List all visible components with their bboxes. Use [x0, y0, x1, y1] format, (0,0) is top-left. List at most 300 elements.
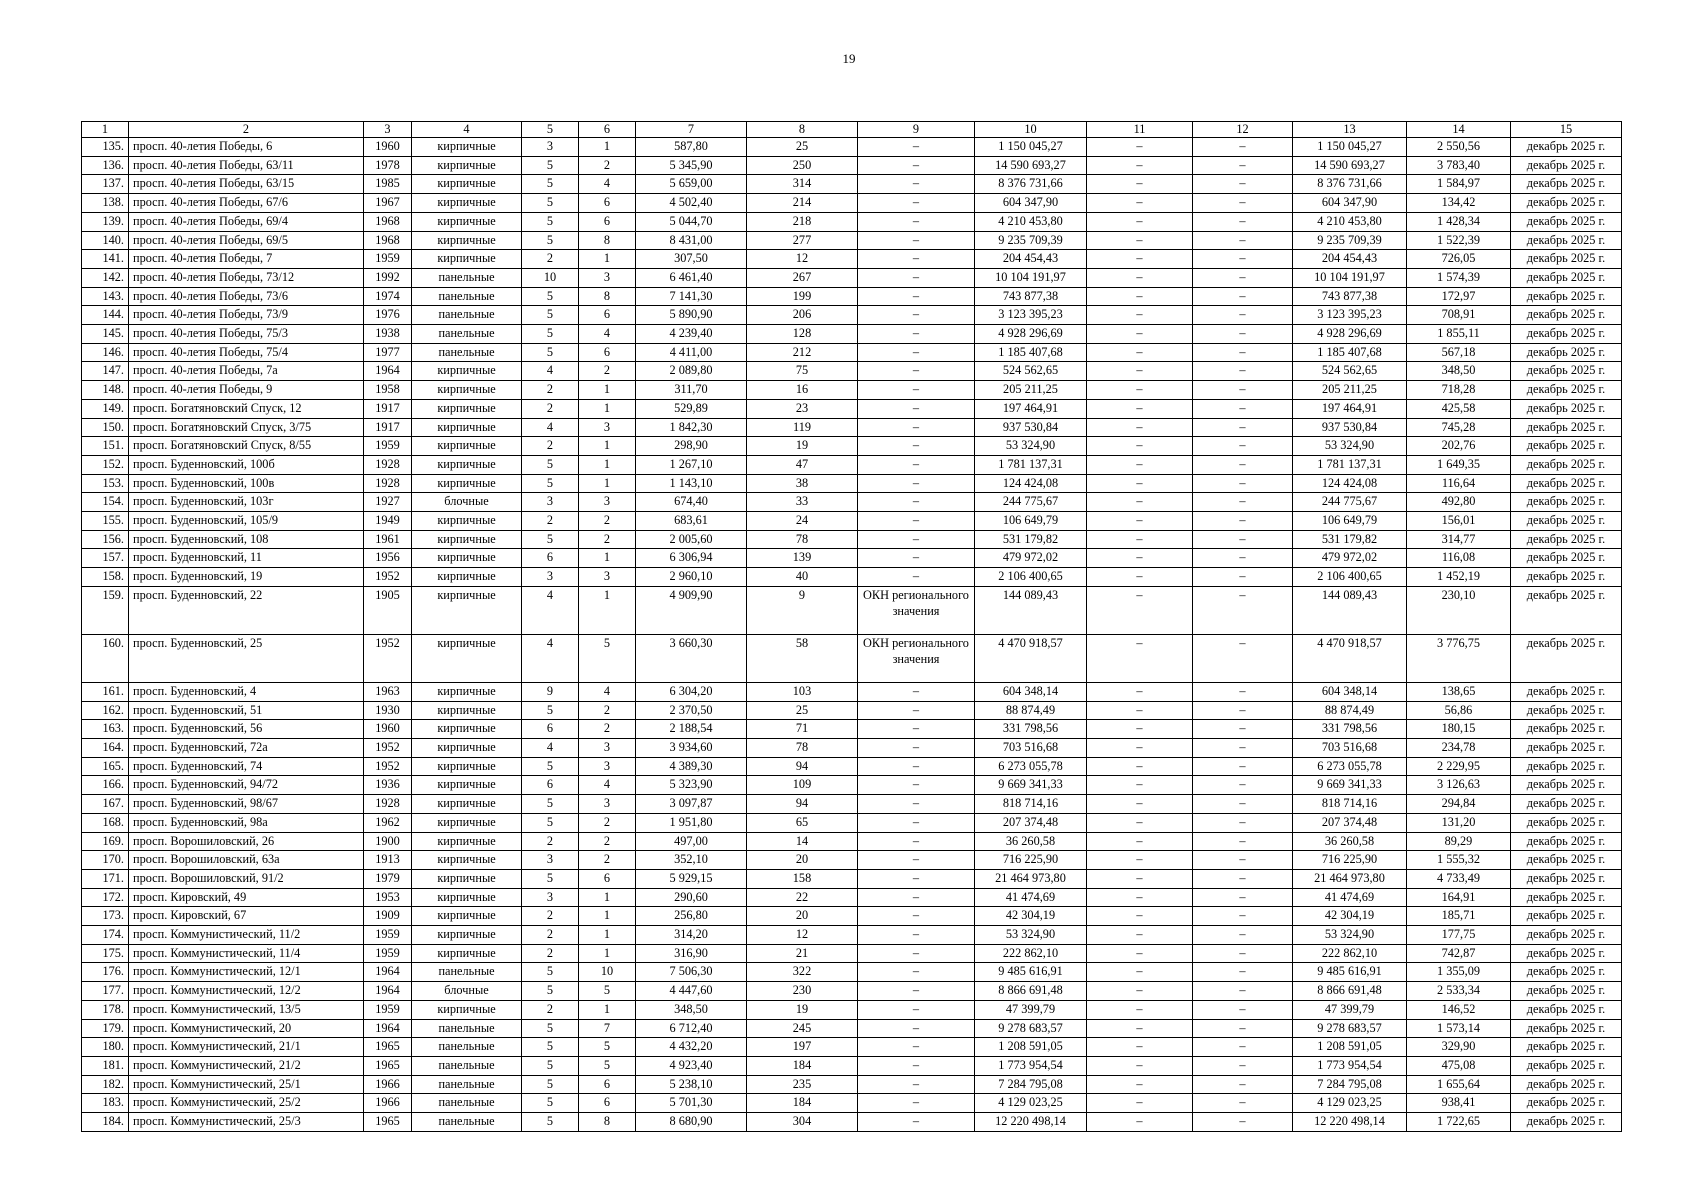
table-cell-col15: декабрь 2025 г.	[1511, 568, 1622, 587]
table-cell-col13: 47 399,79	[1293, 1000, 1407, 1019]
table-cell-col2: просп. 40-летия Победы, 75/3	[129, 325, 364, 344]
table-cell-col9: –	[858, 813, 975, 832]
table-cell-col8: 25	[747, 138, 858, 157]
table-cell-col9: –	[858, 287, 975, 306]
table-cell-col8: 9	[747, 586, 858, 634]
table-cell-col2: просп. 40-летия Победы, 69/5	[129, 231, 364, 250]
table-cell-col13: 204 454,43	[1293, 250, 1407, 269]
table-cell-col15: декабрь 2025 г.	[1511, 982, 1622, 1001]
table-cell-col5: 5	[522, 306, 579, 325]
table-cell-col7: 7 141,30	[636, 287, 747, 306]
table-cell-col7: 6 461,40	[636, 268, 747, 287]
table-cell-col14: 745,28	[1407, 418, 1511, 437]
table-cell-col13: 4 928 296,69	[1293, 325, 1407, 344]
table-cell-col13: 53 324,90	[1293, 437, 1407, 456]
table-cell-col7: 4 389,30	[636, 757, 747, 776]
table-row	[82, 568, 1622, 587]
table-cell-col6: 2	[579, 701, 636, 720]
table-cell-col1: 183.	[82, 1094, 129, 1113]
table-cell-col1: 136.	[82, 156, 129, 175]
table-cell-col12: –	[1193, 813, 1293, 832]
table-cell-col2: просп. Богатяновский Спуск, 12	[129, 399, 364, 418]
table-cell-col13: 244 775,67	[1293, 493, 1407, 512]
table-cell-col3: 1952	[364, 757, 412, 776]
table-cell-col13: 14 590 693,27	[1293, 156, 1407, 175]
table-cell-col10: 53 324,90	[975, 437, 1087, 456]
table-cell-col13: 4 470 918,57	[1293, 634, 1407, 682]
table-cell-col13: 331 798,56	[1293, 720, 1407, 739]
table-cell-col4: кирпичные	[412, 869, 522, 888]
column-header-1: 1	[82, 122, 129, 138]
table-cell-col10: 9 669 341,33	[975, 776, 1087, 795]
table-row	[82, 963, 1622, 982]
table-cell-col1: 151.	[82, 437, 129, 456]
table-cell-col15: декабрь 2025 г.	[1511, 474, 1622, 493]
table-cell-col12: –	[1193, 325, 1293, 344]
table-cell-col15: декабрь 2025 г.	[1511, 325, 1622, 344]
table-cell-col3: 1959	[364, 250, 412, 269]
table-cell-col9: –	[858, 381, 975, 400]
table-cell-col8: 75	[747, 362, 858, 381]
table-cell-col11: –	[1087, 325, 1193, 344]
table-cell-col6: 1	[579, 437, 636, 456]
table-cell-col2: просп. Буденновский, 22	[129, 586, 364, 634]
table-cell-col4: кирпичные	[412, 175, 522, 194]
table-cell-col13: 106 649,79	[1293, 512, 1407, 531]
table-cell-col12: –	[1193, 493, 1293, 512]
table-cell-col10: 716 225,90	[975, 851, 1087, 870]
table-cell-col7: 587,80	[636, 138, 747, 157]
table-cell-col12: –	[1193, 795, 1293, 814]
column-header-15: 15	[1511, 122, 1622, 138]
table-cell-col11: –	[1087, 963, 1193, 982]
table-cell-col10: 937 530,84	[975, 418, 1087, 437]
table-cell-col11: –	[1087, 832, 1193, 851]
table-cell-col7: 3 097,87	[636, 795, 747, 814]
table-cell-col2: просп. Буденновский, 11	[129, 549, 364, 568]
table-cell-col2: просп. 40-летия Победы, 69/4	[129, 212, 364, 231]
table-cell-col14: 56,86	[1407, 701, 1511, 720]
table-cell-col9: –	[858, 944, 975, 963]
table-cell-col3: 1900	[364, 832, 412, 851]
table-cell-col5: 5	[522, 1038, 579, 1057]
table-cell-col13: 8 866 691,48	[1293, 982, 1407, 1001]
table-cell-col10: 197 464,91	[975, 399, 1087, 418]
table-cell-col12: –	[1193, 231, 1293, 250]
table-cell-col6: 7	[579, 1019, 636, 1038]
table-cell-col11: –	[1087, 907, 1193, 926]
column-header-10: 10	[975, 122, 1087, 138]
table-cell-col6: 6	[579, 306, 636, 325]
table-cell-col14: 116,64	[1407, 474, 1511, 493]
table-cell-col14: 172,97	[1407, 287, 1511, 306]
table-cell-col7: 256,80	[636, 907, 747, 926]
table-cell-col8: 230	[747, 982, 858, 1001]
table-row	[82, 287, 1622, 306]
table-cell-col14: 1 355,09	[1407, 963, 1511, 982]
table-cell-col12: –	[1193, 212, 1293, 231]
table-cell-col3: 1965	[364, 1056, 412, 1075]
table-cell-col1: 154.	[82, 493, 129, 512]
table-cell-col1: 182.	[82, 1075, 129, 1094]
table-cell-col9: –	[858, 888, 975, 907]
table-cell-col13: 9 485 616,91	[1293, 963, 1407, 982]
table-cell-col3: 1905	[364, 586, 412, 634]
table-cell-col4: кирпичные	[412, 888, 522, 907]
table-cell-col11: –	[1087, 634, 1193, 682]
table-cell-col9: –	[858, 399, 975, 418]
table-cell-col11: –	[1087, 362, 1193, 381]
table-cell-col2: просп. Буденновский, 51	[129, 701, 364, 720]
table-row	[82, 194, 1622, 213]
table-cell-col6: 1	[579, 888, 636, 907]
table-cell-col12: –	[1193, 175, 1293, 194]
table-row	[82, 399, 1622, 418]
table-cell-col2: просп. 40-летия Победы, 73/6	[129, 287, 364, 306]
table-cell-col13: 42 304,19	[1293, 907, 1407, 926]
table-cell-col7: 4 923,40	[636, 1056, 747, 1075]
table-cell-col9: –	[858, 325, 975, 344]
table-cell-col15: декабрь 2025 г.	[1511, 399, 1622, 418]
table-cell-col10: 6 273 055,78	[975, 757, 1087, 776]
table-cell-col5: 3	[522, 138, 579, 157]
table-cell-col5: 10	[522, 268, 579, 287]
table-cell-col9: –	[858, 795, 975, 814]
table-cell-col10: 124 424,08	[975, 474, 1087, 493]
table-row	[82, 738, 1622, 757]
table-cell-col15: декабрь 2025 г.	[1511, 720, 1622, 739]
table-cell-col4: кирпичные	[412, 381, 522, 400]
table-header	[82, 122, 1622, 138]
table-cell-col6: 2	[579, 512, 636, 531]
table-cell-col14: 202,76	[1407, 437, 1511, 456]
table-cell-col1: 150.	[82, 418, 129, 437]
table-cell-col8: 71	[747, 720, 858, 739]
table-cell-col14: 230,10	[1407, 586, 1511, 634]
table-cell-col10: 818 714,16	[975, 795, 1087, 814]
table-cell-col4: панельные	[412, 343, 522, 362]
table-cell-col14: 234,78	[1407, 738, 1511, 757]
table-cell-col8: 40	[747, 568, 858, 587]
table-cell-col7: 6 304,20	[636, 682, 747, 701]
table-cell-col11: –	[1087, 720, 1193, 739]
table-row	[82, 586, 1622, 634]
table-cell-col4: кирпичные	[412, 757, 522, 776]
table-row	[82, 1113, 1622, 1132]
table-cell-col13: 3 123 395,23	[1293, 306, 1407, 325]
table-cell-col2: просп. Буденновский, 56	[129, 720, 364, 739]
table-cell-col4: кирпичные	[412, 212, 522, 231]
table-row	[82, 306, 1622, 325]
table-cell-col14: 938,41	[1407, 1094, 1511, 1113]
table-cell-col3: 1964	[364, 982, 412, 1001]
table-cell-col10: 204 454,43	[975, 250, 1087, 269]
column-header-11: 11	[1087, 122, 1193, 138]
table-cell-col6: 10	[579, 963, 636, 982]
table-cell-col11: –	[1087, 399, 1193, 418]
table-cell-col5: 5	[522, 757, 579, 776]
table-row	[82, 1075, 1622, 1094]
table-cell-col3: 1961	[364, 530, 412, 549]
table-cell-col13: 818 714,16	[1293, 795, 1407, 814]
table-cell-col8: 94	[747, 757, 858, 776]
table-cell-col5: 5	[522, 530, 579, 549]
table-cell-col8: 218	[747, 212, 858, 231]
table-cell-col8: 206	[747, 306, 858, 325]
table-cell-col12: –	[1193, 474, 1293, 493]
table-row	[82, 437, 1622, 456]
table-cell-col5: 5	[522, 175, 579, 194]
table-cell-col7: 1 842,30	[636, 418, 747, 437]
table-cell-col9: –	[858, 1094, 975, 1113]
table-cell-col4: кирпичные	[412, 634, 522, 682]
table-cell-col4: кирпичные	[412, 813, 522, 832]
table-cell-col5: 5	[522, 325, 579, 344]
table-cell-col11: –	[1087, 175, 1193, 194]
table-row	[82, 926, 1622, 945]
table-cell-col12: –	[1193, 418, 1293, 437]
table-cell-col11: –	[1087, 493, 1193, 512]
table-cell-col13: 524 562,65	[1293, 362, 1407, 381]
table-cell-col15: декабрь 2025 г.	[1511, 530, 1622, 549]
table-cell-col7: 290,60	[636, 888, 747, 907]
table-cell-col2: просп. Буденновский, 4	[129, 682, 364, 701]
table-cell-col7: 5 044,70	[636, 212, 747, 231]
table-cell-col8: 304	[747, 1113, 858, 1132]
table-cell-col8: 250	[747, 156, 858, 175]
table-cell-col1: 166.	[82, 776, 129, 795]
table-cell-col5: 5	[522, 813, 579, 832]
table-cell-col5: 6	[522, 720, 579, 739]
column-header-5: 5	[522, 122, 579, 138]
table-row	[82, 325, 1622, 344]
table-cell-col1: 149.	[82, 399, 129, 418]
table-cell-col7: 2 370,50	[636, 701, 747, 720]
table-cell-col8: 21	[747, 944, 858, 963]
table-cell-col9: –	[858, 493, 975, 512]
table-cell-col2: просп. 40-летия Победы, 6	[129, 138, 364, 157]
table-cell-col8: 214	[747, 194, 858, 213]
table-cell-col10: 604 347,90	[975, 194, 1087, 213]
table-cell-col3: 1928	[364, 795, 412, 814]
table-cell-col12: –	[1193, 832, 1293, 851]
table-cell-col2: просп. Буденновский, 105/9	[129, 512, 364, 531]
table-cell-col1: 167.	[82, 795, 129, 814]
table-cell-col15: декабрь 2025 г.	[1511, 586, 1622, 634]
table-cell-col10: 21 464 973,80	[975, 869, 1087, 888]
table-cell-col1: 159.	[82, 586, 129, 634]
table-cell-col13: 222 862,10	[1293, 944, 1407, 963]
table-cell-col8: 119	[747, 418, 858, 437]
table-cell-col15: декабрь 2025 г.	[1511, 156, 1622, 175]
table-cell-col3: 1992	[364, 268, 412, 287]
table-cell-col6: 8	[579, 231, 636, 250]
table-cell-col8: 103	[747, 682, 858, 701]
table-cell-col5: 4	[522, 586, 579, 634]
table-row	[82, 138, 1622, 157]
table-cell-col4: панельные	[412, 1019, 522, 1038]
table-cell-col6: 3	[579, 493, 636, 512]
table-cell-col3: 1960	[364, 138, 412, 157]
table-cell-col10: 1 773 954,54	[975, 1056, 1087, 1075]
table-cell-col15: декабрь 2025 г.	[1511, 926, 1622, 945]
table-cell-col1: 176.	[82, 963, 129, 982]
table-cell-col10: 53 324,90	[975, 926, 1087, 945]
table-cell-col14: 1 555,32	[1407, 851, 1511, 870]
table-cell-col9: –	[858, 701, 975, 720]
table-cell-col12: –	[1193, 568, 1293, 587]
table-cell-col4: кирпичные	[412, 362, 522, 381]
table-cell-col3: 1927	[364, 493, 412, 512]
table-cell-col4: панельные	[412, 1038, 522, 1057]
table-cell-col2: просп. Коммунистический, 25/3	[129, 1113, 364, 1132]
table-cell-col9: –	[858, 418, 975, 437]
table-cell-col10: 144 089,43	[975, 586, 1087, 634]
column-header-9: 9	[858, 122, 975, 138]
table-cell-col6: 2	[579, 156, 636, 175]
column-header-13: 13	[1293, 122, 1407, 138]
table-cell-col7: 5 238,10	[636, 1075, 747, 1094]
table-cell-col3: 1965	[364, 1113, 412, 1132]
table-cell-col15: декабрь 2025 г.	[1511, 287, 1622, 306]
table-cell-col6: 6	[579, 1094, 636, 1113]
table-cell-col5: 3	[522, 851, 579, 870]
table-cell-col2: просп. Буденновский, 98/67	[129, 795, 364, 814]
table-cell-col12: –	[1193, 926, 1293, 945]
table-cell-col9: –	[858, 306, 975, 325]
table-cell-col12: –	[1193, 888, 1293, 907]
table-cell-col15: декабрь 2025 г.	[1511, 795, 1622, 814]
table-cell-col3: 1949	[364, 512, 412, 531]
table-cell-col2: просп. Ворошиловский, 91/2	[129, 869, 364, 888]
table-cell-col12: –	[1193, 268, 1293, 287]
table-cell-col3: 1964	[364, 1019, 412, 1038]
table-cell-col6: 3	[579, 738, 636, 757]
table-cell-col14: 134,42	[1407, 194, 1511, 213]
table-cell-col14: 314,77	[1407, 530, 1511, 549]
table-cell-col11: –	[1087, 512, 1193, 531]
table-cell-col9: –	[858, 156, 975, 175]
table-cell-col1: 177.	[82, 982, 129, 1001]
table-cell-col3: 1959	[364, 1000, 412, 1019]
table-cell-col4: кирпичные	[412, 437, 522, 456]
table-cell-col11: –	[1087, 194, 1193, 213]
table-cell-col8: 25	[747, 701, 858, 720]
table-cell-col12: –	[1193, 869, 1293, 888]
table-cell-col3: 1985	[364, 175, 412, 194]
table-cell-col15: декабрь 2025 г.	[1511, 418, 1622, 437]
table-row	[82, 212, 1622, 231]
table-cell-col15: декабрь 2025 г.	[1511, 944, 1622, 963]
table-cell-col9: –	[858, 474, 975, 493]
table-cell-col15: декабрь 2025 г.	[1511, 437, 1622, 456]
table-cell-col8: 277	[747, 231, 858, 250]
table-cell-col5: 6	[522, 549, 579, 568]
table-cell-col10: 41 474,69	[975, 888, 1087, 907]
table-cell-col9: –	[858, 268, 975, 287]
table-row	[82, 493, 1622, 512]
table-cell-col13: 1 781 137,31	[1293, 455, 1407, 474]
table-cell-col3: 1956	[364, 549, 412, 568]
table-cell-col15: декабрь 2025 г.	[1511, 1056, 1622, 1075]
table-cell-col12: –	[1193, 1075, 1293, 1094]
table-cell-col1: 171.	[82, 869, 129, 888]
table-cell-col13: 53 324,90	[1293, 926, 1407, 945]
table-cell-col12: –	[1193, 399, 1293, 418]
table-cell-col5: 4	[522, 362, 579, 381]
table-cell-col14: 425,58	[1407, 399, 1511, 418]
table-cell-col1: 179.	[82, 1019, 129, 1038]
table-cell-col6: 1	[579, 474, 636, 493]
table-cell-col4: кирпичные	[412, 568, 522, 587]
table-cell-col1: 164.	[82, 738, 129, 757]
table-cell-col15: декабрь 2025 г.	[1511, 757, 1622, 776]
table-cell-col4: кирпичные	[412, 907, 522, 926]
table-cell-col10: 9 485 616,91	[975, 963, 1087, 982]
table-cell-col8: 38	[747, 474, 858, 493]
table-cell-col15: декабрь 2025 г.	[1511, 907, 1622, 926]
table-cell-col7: 683,61	[636, 512, 747, 531]
table-cell-col12: –	[1193, 944, 1293, 963]
table-cell-col4: кирпичные	[412, 851, 522, 870]
table-cell-col11: –	[1087, 231, 1193, 250]
table-cell-col7: 3 934,60	[636, 738, 747, 757]
table-row	[82, 832, 1622, 851]
table-cell-col3: 1976	[364, 306, 412, 325]
table-cell-col13: 124 424,08	[1293, 474, 1407, 493]
table-cell-col10: 36 260,58	[975, 832, 1087, 851]
table-cell-col3: 1977	[364, 343, 412, 362]
table-cell-col14: 2 533,34	[1407, 982, 1511, 1001]
table-cell-col9: –	[858, 757, 975, 776]
table-cell-col12: –	[1193, 138, 1293, 157]
table-row	[82, 343, 1622, 362]
table-cell-col1: 169.	[82, 832, 129, 851]
table-cell-col14: 1 584,97	[1407, 175, 1511, 194]
table-cell-col6: 2	[579, 832, 636, 851]
table-row	[82, 512, 1622, 531]
table-cell-col2: просп. 40-летия Победы, 7а	[129, 362, 364, 381]
table-row	[82, 757, 1622, 776]
table-cell-col13: 36 260,58	[1293, 832, 1407, 851]
table-cell-col3: 1959	[364, 437, 412, 456]
table-cell-col7: 311,70	[636, 381, 747, 400]
table-cell-col15: декабрь 2025 г.	[1511, 1075, 1622, 1094]
table-cell-col8: 78	[747, 530, 858, 549]
table-cell-col4: кирпичные	[412, 231, 522, 250]
table-cell-col1: 155.	[82, 512, 129, 531]
table-cell-col8: 20	[747, 851, 858, 870]
table-cell-col3: 1968	[364, 212, 412, 231]
table-cell-col14: 3 126,63	[1407, 776, 1511, 795]
table-cell-col2: просп. Буденновский, 100б	[129, 455, 364, 474]
table-cell-col15: декабрь 2025 г.	[1511, 1094, 1622, 1113]
table-cell-col11: –	[1087, 474, 1193, 493]
table-cell-col10: 42 304,19	[975, 907, 1087, 926]
table-cell-col15: декабрь 2025 г.	[1511, 306, 1622, 325]
table-cell-col6: 4	[579, 776, 636, 795]
table-cell-col10: 1 781 137,31	[975, 455, 1087, 474]
table-cell-col7: 5 929,15	[636, 869, 747, 888]
table-cell-col6: 2	[579, 362, 636, 381]
table-cell-col9: –	[858, 1000, 975, 1019]
table-cell-col10: 4 210 453,80	[975, 212, 1087, 231]
table-cell-col8: 314	[747, 175, 858, 194]
table-cell-col11: –	[1087, 813, 1193, 832]
column-header-7: 7	[636, 122, 747, 138]
table-cell-col8: 245	[747, 1019, 858, 1038]
table-cell-col13: 197 464,91	[1293, 399, 1407, 418]
